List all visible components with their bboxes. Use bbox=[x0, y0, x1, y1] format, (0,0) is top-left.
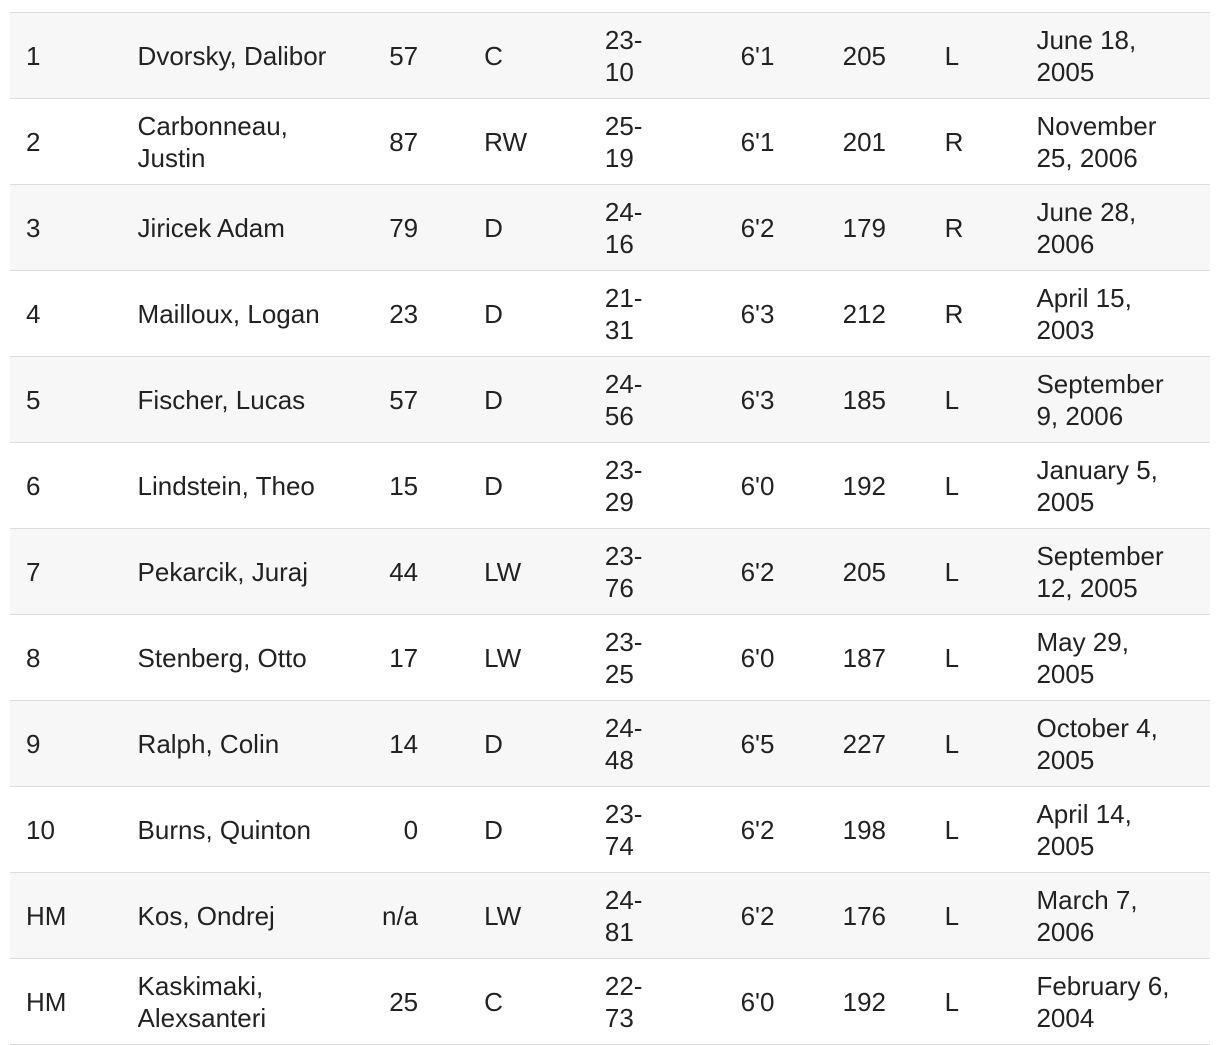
birthdate-value: June 18, 2005 bbox=[1036, 24, 1137, 87]
ep-cell bbox=[605, 787, 741, 873]
shoots-cell: L bbox=[944, 900, 960, 931]
jersey-number-cell: 14 bbox=[389, 728, 419, 759]
birthdate-cell bbox=[1036, 357, 1210, 443]
ep-value: 24-81 bbox=[604, 884, 643, 947]
birthdate-cell bbox=[1036, 99, 1210, 185]
height-cell: 6'0 bbox=[740, 470, 775, 501]
rank-cell: 1 bbox=[26, 40, 41, 71]
weight-cell: 176 bbox=[842, 900, 886, 931]
weight-cell: 201 bbox=[842, 126, 886, 157]
ep-value: 24-48 bbox=[604, 712, 643, 775]
shoots-cell: R bbox=[944, 212, 964, 243]
jersey-number-cell: 44 bbox=[389, 556, 419, 587]
birthdate-value: November 25, 2006 bbox=[1036, 110, 1157, 173]
shoots-cell: L bbox=[944, 556, 960, 587]
jersey-number-cell: 57 bbox=[389, 40, 419, 71]
weight-cell: 187 bbox=[842, 642, 886, 673]
shoots-cell: R bbox=[944, 298, 964, 329]
birthdate-value: April 15, 2003 bbox=[1036, 282, 1132, 345]
position-cell: LW bbox=[484, 556, 522, 587]
ep-value: 23-76 bbox=[604, 540, 643, 603]
birthdate-value: April 14, 2005 bbox=[1036, 798, 1132, 861]
player-name-cell: Ralph, Colin bbox=[137, 728, 280, 759]
birthdate-value: January 5, 2005 bbox=[1036, 454, 1158, 517]
table-row bbox=[10, 959, 1210, 1045]
weight-cell: 205 bbox=[842, 40, 886, 71]
rank-cell: 9 bbox=[26, 728, 41, 759]
player-name-cell: Dvorsky, Dalibor bbox=[137, 40, 327, 71]
birthdate-cell bbox=[1036, 529, 1210, 615]
ep-cell bbox=[605, 443, 741, 529]
birthdate-cell bbox=[1036, 271, 1210, 357]
table-row bbox=[10, 99, 1210, 185]
prospects-table-body bbox=[10, 13, 1210, 1045]
table-row bbox=[10, 271, 1210, 357]
ep-value: 25-19 bbox=[604, 110, 643, 173]
jersey-number-cell: 79 bbox=[389, 212, 419, 243]
height-cell: 6'3 bbox=[740, 384, 775, 415]
jersey-number-cell: 15 bbox=[389, 470, 419, 501]
weight-cell: 205 bbox=[842, 556, 886, 587]
rank-cell: 2 bbox=[26, 126, 41, 157]
position-cell: D bbox=[484, 298, 503, 329]
rank-cell: 8 bbox=[26, 642, 41, 673]
weight-cell: 227 bbox=[842, 728, 886, 759]
player-name-cell: Burns, Quinton bbox=[137, 814, 311, 845]
height-cell: 6'1 bbox=[740, 126, 775, 157]
ep-value: 22-73 bbox=[604, 970, 643, 1033]
player-name-cell: Lindstein, Theo bbox=[137, 470, 315, 501]
birthdate-value: September 12, 2005 bbox=[1036, 540, 1164, 603]
ep-value: 23-29 bbox=[604, 454, 643, 517]
position-cell: LW bbox=[484, 900, 522, 931]
rank-cell: HM bbox=[26, 900, 67, 931]
birthdate-cell bbox=[1036, 701, 1210, 787]
position-cell: LW bbox=[484, 642, 522, 673]
position-cell: RW bbox=[484, 126, 527, 157]
ep-value: 23-74 bbox=[604, 798, 643, 861]
jersey-number-cell: n/a bbox=[381, 900, 419, 931]
jersey-number-cell: 57 bbox=[389, 384, 419, 415]
ep-value: 24-16 bbox=[604, 196, 643, 259]
weight-cell: 212 bbox=[842, 298, 886, 329]
table-row bbox=[10, 787, 1210, 873]
player-name-cell: Mailloux, Logan bbox=[137, 298, 320, 329]
height-cell: 6'2 bbox=[740, 212, 775, 243]
position-cell: D bbox=[484, 814, 503, 845]
shoots-cell: L bbox=[944, 642, 960, 673]
player-name-cell: Carbonneau, Justin bbox=[137, 110, 288, 173]
ep-value: 24-56 bbox=[604, 368, 643, 431]
height-cell: 6'3 bbox=[740, 298, 775, 329]
ep-cell bbox=[605, 615, 741, 701]
weight-cell: 185 bbox=[842, 384, 886, 415]
height-cell: 6'5 bbox=[740, 728, 775, 759]
player-name-cell: Stenberg, Otto bbox=[137, 642, 307, 673]
height-cell: 6'2 bbox=[740, 556, 775, 587]
player-name-cell: Kos, Ondrej bbox=[137, 900, 275, 931]
height-cell: 6'1 bbox=[740, 40, 775, 71]
position-cell: C bbox=[484, 40, 503, 71]
birthdate-cell bbox=[1036, 873, 1210, 959]
player-name-cell: Kaskimaki, Alexsanteri bbox=[137, 970, 267, 1033]
position-cell: D bbox=[484, 212, 503, 243]
player-name-cell: Pekarcik, Juraj bbox=[137, 556, 309, 587]
height-cell: 6'0 bbox=[740, 986, 775, 1017]
position-cell: D bbox=[484, 470, 503, 501]
shoots-cell: L bbox=[944, 986, 960, 1017]
ep-cell bbox=[605, 99, 741, 185]
height-cell: 6'0 bbox=[740, 642, 775, 673]
rank-cell: 6 bbox=[26, 470, 41, 501]
prospects-table-container bbox=[10, 12, 1210, 1045]
table-row bbox=[10, 185, 1210, 271]
position-cell: D bbox=[484, 728, 503, 759]
jersey-number-cell: 23 bbox=[389, 298, 419, 329]
birthdate-cell bbox=[1036, 787, 1210, 873]
shoots-cell: L bbox=[944, 40, 960, 71]
ep-value: 21-31 bbox=[604, 282, 643, 345]
birthdate-cell bbox=[1036, 959, 1210, 1045]
shoots-cell: L bbox=[944, 384, 960, 415]
birthdate-value: October 4, 2005 bbox=[1036, 712, 1158, 775]
rank-cell: 7 bbox=[26, 556, 41, 587]
player-name-cell: Fischer, Lucas bbox=[137, 384, 306, 415]
table-row bbox=[10, 615, 1210, 701]
rank-cell: 4 bbox=[26, 298, 41, 329]
table-row bbox=[10, 873, 1210, 959]
ep-cell bbox=[605, 529, 741, 615]
height-cell: 6'2 bbox=[740, 814, 775, 845]
birthdate-cell bbox=[1036, 443, 1210, 529]
position-cell: C bbox=[484, 986, 503, 1017]
height-cell: 6'2 bbox=[740, 900, 775, 931]
table-row bbox=[10, 529, 1210, 615]
rank-cell: HM bbox=[26, 986, 67, 1017]
shoots-cell: L bbox=[944, 728, 960, 759]
shoots-cell: L bbox=[944, 470, 960, 501]
birthdate-value: September 9, 2006 bbox=[1036, 368, 1164, 431]
shoots-cell: R bbox=[944, 126, 964, 157]
ep-cell bbox=[605, 873, 741, 959]
ep-cell bbox=[605, 13, 741, 99]
jersey-number-cell: 87 bbox=[389, 126, 419, 157]
player-name-cell: Jiricek Adam bbox=[137, 212, 285, 243]
birthdate-value: February 6, 2004 bbox=[1036, 970, 1170, 1033]
table-row bbox=[10, 701, 1210, 787]
prospects-table bbox=[10, 12, 1210, 1045]
table-row bbox=[10, 13, 1210, 99]
birthdate-cell bbox=[1036, 13, 1210, 99]
jersey-number-cell: 0 bbox=[403, 814, 419, 845]
rank-cell: 3 bbox=[26, 212, 41, 243]
table-row bbox=[10, 357, 1210, 443]
ep-value: 23-25 bbox=[604, 626, 643, 689]
ep-cell bbox=[605, 357, 741, 443]
birthdate-value: May 29, 2005 bbox=[1036, 626, 1129, 689]
weight-cell: 179 bbox=[842, 212, 886, 243]
table-row bbox=[10, 443, 1210, 529]
birthdate-value: June 28, 2006 bbox=[1036, 196, 1137, 259]
weight-cell: 192 bbox=[842, 470, 886, 501]
rank-cell: 5 bbox=[26, 384, 41, 415]
weight-cell: 198 bbox=[842, 814, 886, 845]
shoots-cell: L bbox=[944, 814, 960, 845]
birthdate-cell bbox=[1036, 615, 1210, 701]
rank-cell: 10 bbox=[26, 814, 55, 845]
ep-value: 23-10 bbox=[604, 24, 643, 87]
ep-cell bbox=[605, 959, 741, 1045]
ep-cell bbox=[605, 185, 741, 271]
jersey-number-cell: 17 bbox=[389, 642, 419, 673]
weight-cell: 192 bbox=[842, 986, 886, 1017]
position-cell: D bbox=[484, 384, 503, 415]
ep-cell bbox=[605, 271, 741, 357]
birthdate-cell bbox=[1036, 185, 1210, 271]
ep-cell bbox=[605, 701, 741, 787]
birthdate-value: March 7, 2006 bbox=[1036, 884, 1138, 947]
jersey-number-cell: 25 bbox=[389, 986, 419, 1017]
